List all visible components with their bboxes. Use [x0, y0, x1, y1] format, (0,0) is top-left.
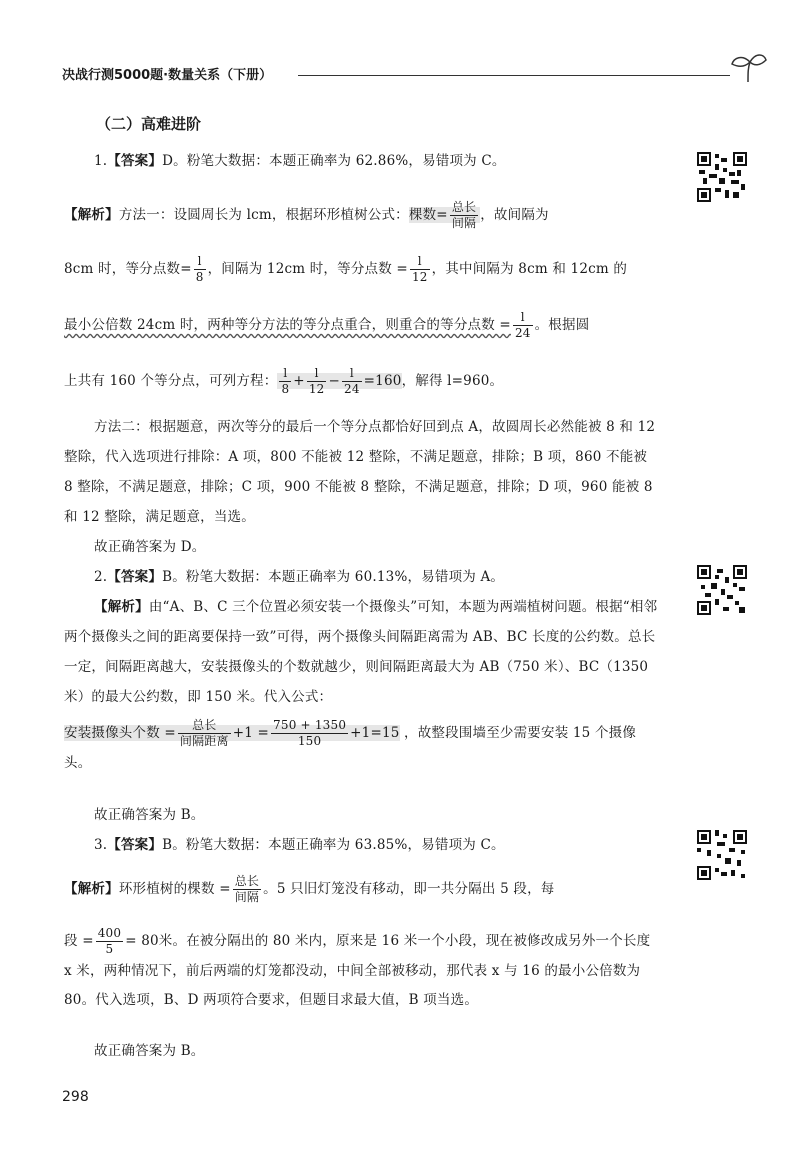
- q1-line2-c: ，其中间隔为 8cm 和 12cm 的: [431, 261, 628, 277]
- q3-line2-end: = 80米。在被分隔出的 80 米内，原来是 16 米一个小段，现在被修改成另外一个长度 x 米，两种情况下，前后两端的灯笼都没动，中间全部被移动，那代表 x 与 16 的最小公倍数为 80。代入选项，B、D 两项符合要求，但题目求最大值，B 项当选。: [64, 933, 651, 1008]
- fraction-numerator: l: [342, 366, 362, 382]
- q2-answer-line: [64, 562, 660, 592]
- analysis-tag: 【解析】: [64, 881, 119, 897]
- q2-final-answer: 故正确答案为 B。: [94, 807, 205, 823]
- answer-tag: 【答案】: [107, 569, 163, 585]
- q1-analysis-line-4: [64, 366, 660, 397]
- formula-lhs: 棵数: [408, 207, 437, 223]
- qr-code-icon[interactable]: [697, 565, 747, 615]
- fraction-numerator: l: [513, 310, 533, 326]
- fraction-numerator: l: [410, 254, 430, 270]
- fraction-denominator: 150: [297, 734, 322, 748]
- formula-lhs: 安装摄像头个数 =: [64, 725, 176, 741]
- section-title: （二）高难进阶: [96, 115, 202, 133]
- fraction-denominator: 12: [411, 270, 428, 284]
- q1-number: 1.: [94, 153, 108, 169]
- fraction-numerator: l: [279, 366, 291, 382]
- q1-line2-a: 8cm 时，等分点数=: [64, 261, 192, 277]
- q1-equation: [277, 366, 402, 396]
- answer-tag: 【答案】: [107, 153, 163, 169]
- fraction-denominator: 12: [308, 382, 325, 396]
- header-rule: [298, 75, 730, 76]
- fraction-numerator: 总长: [451, 200, 477, 214]
- fraction: [279, 366, 291, 397]
- q1-line4-b: ，解得 l=960。: [401, 373, 504, 389]
- q2-analysis-text: 由“A、B、C 三个位置必须安装一个摄像头”可知，本题为两端植树问题。根据“相邻两个摄像头之间的距离要保持一致”可得，两个摄像头间隔距离需为 AB、BC 长度的公约数。总长一定，间隔距离越大，安装摄像头的个数就越少，则间隔距离最大为 AB（750 米）、BC（1350 米）的最大公约数，即 150 米。代入公式：: [64, 599, 658, 705]
- q1-line1: 方法一：设圆周长为 lcm，根据环形植树公式：: [118, 207, 409, 223]
- q1-analysis-line-1: [64, 200, 660, 231]
- plus-one-equals: +1 =: [232, 725, 270, 741]
- fraction-numerator: 750 + 1350: [273, 718, 347, 732]
- q3-analysis-line-1: [64, 874, 660, 905]
- q3-number: 3.: [94, 837, 108, 853]
- q1-line2-b: ，间隔为 12cm 时，等分点数 =: [207, 261, 408, 277]
- fraction-numerator: 400: [97, 926, 122, 940]
- fraction: [450, 200, 478, 231]
- fraction: [194, 254, 206, 285]
- q1-final-answer: 故正确答案为 D。: [94, 539, 206, 555]
- fraction: [410, 254, 430, 285]
- fraction: [342, 366, 362, 397]
- q1-answer-line: [64, 146, 660, 176]
- qr-code-icon[interactable]: [697, 830, 747, 880]
- q1-line3-a: 最小公倍数 24cm 时，两种等分方法的等分点重合，则重合的等分点数 =: [64, 317, 511, 333]
- fraction-denominator: 24: [514, 326, 531, 340]
- q1-analysis-line-3: [64, 310, 660, 341]
- q1-line3-b: 。根据圆: [534, 317, 590, 333]
- fraction: [307, 366, 327, 397]
- q1-answer-text: D。粉笔大数据：本题正确率为 62.86%，易错项为 C。: [162, 153, 506, 169]
- fraction-numerator: 总长: [178, 718, 231, 734]
- plus-sign: +: [293, 373, 305, 389]
- answer-tag: 【答案】: [107, 837, 163, 853]
- fraction: [233, 874, 261, 905]
- fraction: [513, 310, 533, 341]
- q3-answer-text: B。粉笔大数据：本题正确率为 63.85%，易错项为 C。: [162, 837, 505, 853]
- q3-analysis-rest: [64, 926, 660, 1015]
- analysis-tag: 【解析】: [64, 207, 119, 223]
- running-header: 决战行测5000题·数量关系（下册）: [62, 68, 273, 83]
- fraction-denominator: 间隔: [451, 216, 477, 230]
- q3-final-answer: 故正确答案为 B。: [94, 1043, 205, 1059]
- fraction-denominator: 5: [105, 942, 114, 956]
- q2-number: 2.: [94, 569, 108, 585]
- q1-analysis-line-2: [64, 254, 660, 285]
- q1-line4-a: 上共有 160 个等分点，可列方程：: [64, 373, 278, 389]
- q2-answer-text: B。粉笔大数据：本题正确率为 60.13%，易错项为 A。: [162, 569, 505, 585]
- fraction-denominator: 间隔: [234, 890, 260, 904]
- fraction: [96, 926, 124, 957]
- minus-sign: −: [328, 373, 340, 389]
- q3-line2-start: 段 =: [64, 933, 94, 949]
- q1-line1-end: ，故间隔为: [480, 207, 549, 223]
- q3-line1-end: 。5 只旧灯笼没有移动，即一共分隔出 5 段，每: [263, 881, 555, 897]
- formula-tail: +1=15: [350, 725, 400, 741]
- fraction-denominator: 8: [195, 270, 204, 284]
- fraction-numerator: l: [194, 254, 206, 270]
- q1-method-2: 方法二：根据题意，两次等分的最后一个等分点都恰好回到点 A，故圆周长必然能被 8 和 12 整除，代入选项进行排除：A 项，800 不能被 12 整除，不满足题意，排除；B 项，860 不能被 8 整除，不满足题意，排除；C 项，900 不能被 8 整除，不满足题意，排除；D 项，960 能被 8 和 12 整除，满足题意，当选。: [64, 419, 656, 525]
- page-number: 298: [62, 1089, 89, 1105]
- analysis-tag: 【解析】: [94, 599, 149, 615]
- fraction-denominator: 24: [344, 382, 360, 396]
- fraction-denominator: 间隔距离: [179, 734, 229, 748]
- fraction-denominator: 8: [281, 382, 290, 396]
- fraction-numerator: l: [307, 366, 327, 382]
- q3-line1: 环形植树的棵数 =: [118, 881, 231, 897]
- q1-formula-a: 棵数= $\frac{\text{总长}}{\text{间隔}}$: [409, 207, 480, 223]
- q2-conclusion: ，故整段围墙至少需要安装 15 个摄像头。: [64, 725, 637, 771]
- q3-answer-line: [64, 830, 660, 860]
- sprout-icon: [728, 50, 768, 84]
- qr-code-icon[interactable]: [697, 152, 747, 202]
- equals-160: =160: [363, 373, 402, 389]
- fraction-numerator: 总长: [234, 874, 260, 888]
- q2-analysis: [64, 592, 660, 712]
